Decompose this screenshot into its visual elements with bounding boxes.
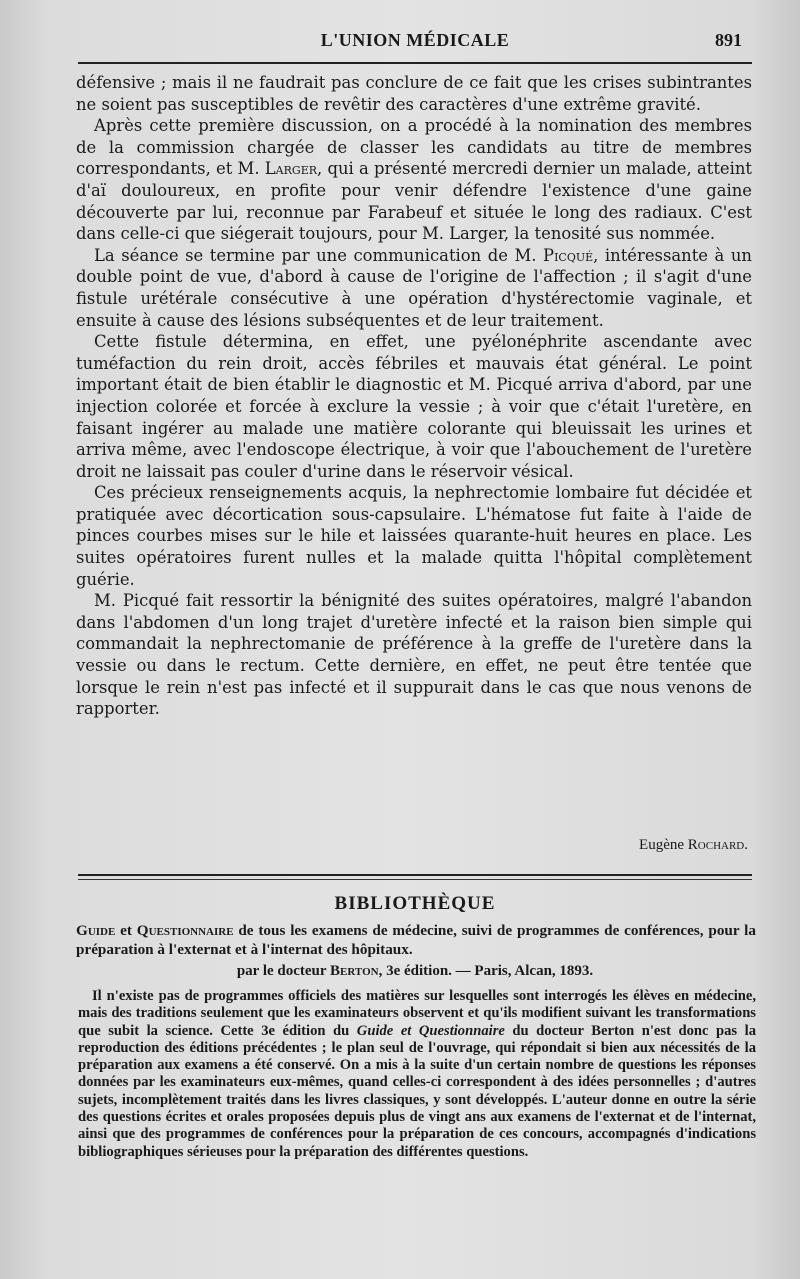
book-title-rest: de tous les examens de médecine, suivi de programmes de conférences, pour la préparation à l'externat et à l'internat des hôpitaux. [76, 922, 756, 958]
paragraph-2-text-b: , qui a présenté mercredi dernier un malade, atteint d'aï douloureux, en profite pour venir défendre l'existence d'une gaine découverte par lui, reconnue par Farabeuf et située le long des radiaux. C'est dans celle-ci que siégerait toujours, pour M. Larger, la tenosité sus nommée. [76, 159, 752, 244]
paragraph-2-text-a: Après cette première discussion, on a procédé à la nomination des membres de la commission chargée de classer les candidats au titre de membres correspondants, et M. [76, 116, 752, 179]
paragraph-3-text-a: La séance se termine par une communication de M. [94, 245, 544, 265]
section-title: BIBLIOTHÈQUE [334, 893, 496, 914]
section-divider-bottom [78, 879, 752, 880]
paragraph-3 [76, 245, 752, 331]
review-text-a: Il n'existe pas de programmes officiels des matières sur lesquelles sont interrogés les élèves en médecine, mais des traditions seulement que les examinateurs observent et qu'ils modifient suivant les transformations que subit la science. Cette 3e édition du [78, 988, 756, 1039]
page-number: 891 [715, 30, 742, 50]
paragraph-3-text-b: , intéressante à un double point de vue, d'abord à cause de l'origine de l'affection ; il s'agit d'une fistule urétérale consécutive à une opération d'hystérectomie vaginale, et ensuite à cause des lésions subséquentes et de leur traitement. [76, 245, 752, 330]
paragraph-4: Cette fistule détermina, en effet, une pyélonéphrite ascendante avec tuméfaction du rein droit, accès fébriles et mauvais état général. Le point important était de bien établir le diagnostic et M. Picqué arriva d'abord, par une injection colorée et forcée à exclure la vessie ; à voir que c'était l'uretère, en faisant ingérer au malade une matière colorante qui bleuissait les urines et arriva même, avec l'endoscope électrique, à voir que l'abouchement de l'uretère droit ne laissait pas couler d'urine dans le réservoir vésical. [76, 332, 752, 481]
signature-last-name: Rochard. [687, 837, 748, 853]
author-signature [639, 837, 748, 854]
review-text-b: du docteur Berton n'est donc pas la reproduction des éditions précédentes ; le plan seul de l'ouvrage, qui répondait si bien aux nécessités de la préparation aux examens a été conservé. On a mis à la suite d'un certain nombre de questions les réponses données par les examinateurs eux-mêmes, quand celles-ci correspondent à des idées personnelles ; d'autres sujets, incomplètement traités dans les livres classiques, y sont développés. L'auteur donne en outre la série des questions écrites et orales proposées depuis plus de vingt ans aux examens de l'externat et de l'internat, ainsi que des programmes de conférences pour la préparation de ces concours, accompagnés d'indications bibliographiques sérieuses pour la préparation des différentes questions. [78, 1022, 757, 1160]
book-author-name: Berton [330, 963, 379, 979]
book-title [76, 922, 756, 959]
name-picque: Picqué [543, 245, 594, 265]
book-author-line [78, 963, 752, 980]
name-larger: Larger [264, 159, 318, 179]
book-author-suffix: , 3e édition. — Paris, Alcan, 1893. [378, 963, 594, 979]
signature-first-name: Eugène [639, 837, 685, 853]
paragraph-6: M. Picqué fait ressortir la bénignité des suites opératoires, malgré l'abandon dans l'abdomen d'un long trajet d'uretère infecté et la raison bien simple qui commandait la nephrectomanie de préférence à la greffe de l'uretère dans la vessie ou dans le rectum. Cette dernière, en effet, ne peut être tentée que lorsque le rein n'est pas infecté et il suppurait dans le cas que nous venons de rapporter. [76, 591, 752, 719]
book-author-prefix: par le docteur [236, 963, 331, 979]
paragraph-5: Ces précieux renseignements acquis, la nephrectomie lombaire fut décidée et pratiquée avec décortication sous-capsulaire. L'hématose fut faite à l'aide de pinces courbes mises sur le hile et laissées quarante-huit heures en place. Les suites opératoires furent nulles et la malade quitta l'hôpital complètement guérie. [76, 483, 752, 589]
paragraph-2 [76, 115, 752, 245]
running-title: L'UNION MÉDICALE [320, 30, 510, 50]
paragraph-1: défensive ; mais il ne faudrait pas conclure de ce fait que les crises subintrantes ne soient pas susceptibles de revêtir des caractères d'une extrême gravité. [76, 73, 752, 114]
section-divider-top [78, 874, 752, 876]
review-italic-title: Guide et Questionnaire [356, 1022, 505, 1039]
header-rule [78, 62, 752, 64]
page-header [78, 26, 752, 60]
book-review [78, 988, 756, 1161]
book-title-and: et [115, 922, 137, 939]
article-body [76, 72, 752, 720]
book-title-questionnaire: Questionnaire [136, 922, 234, 939]
book-title-guide: Guide [76, 922, 116, 939]
